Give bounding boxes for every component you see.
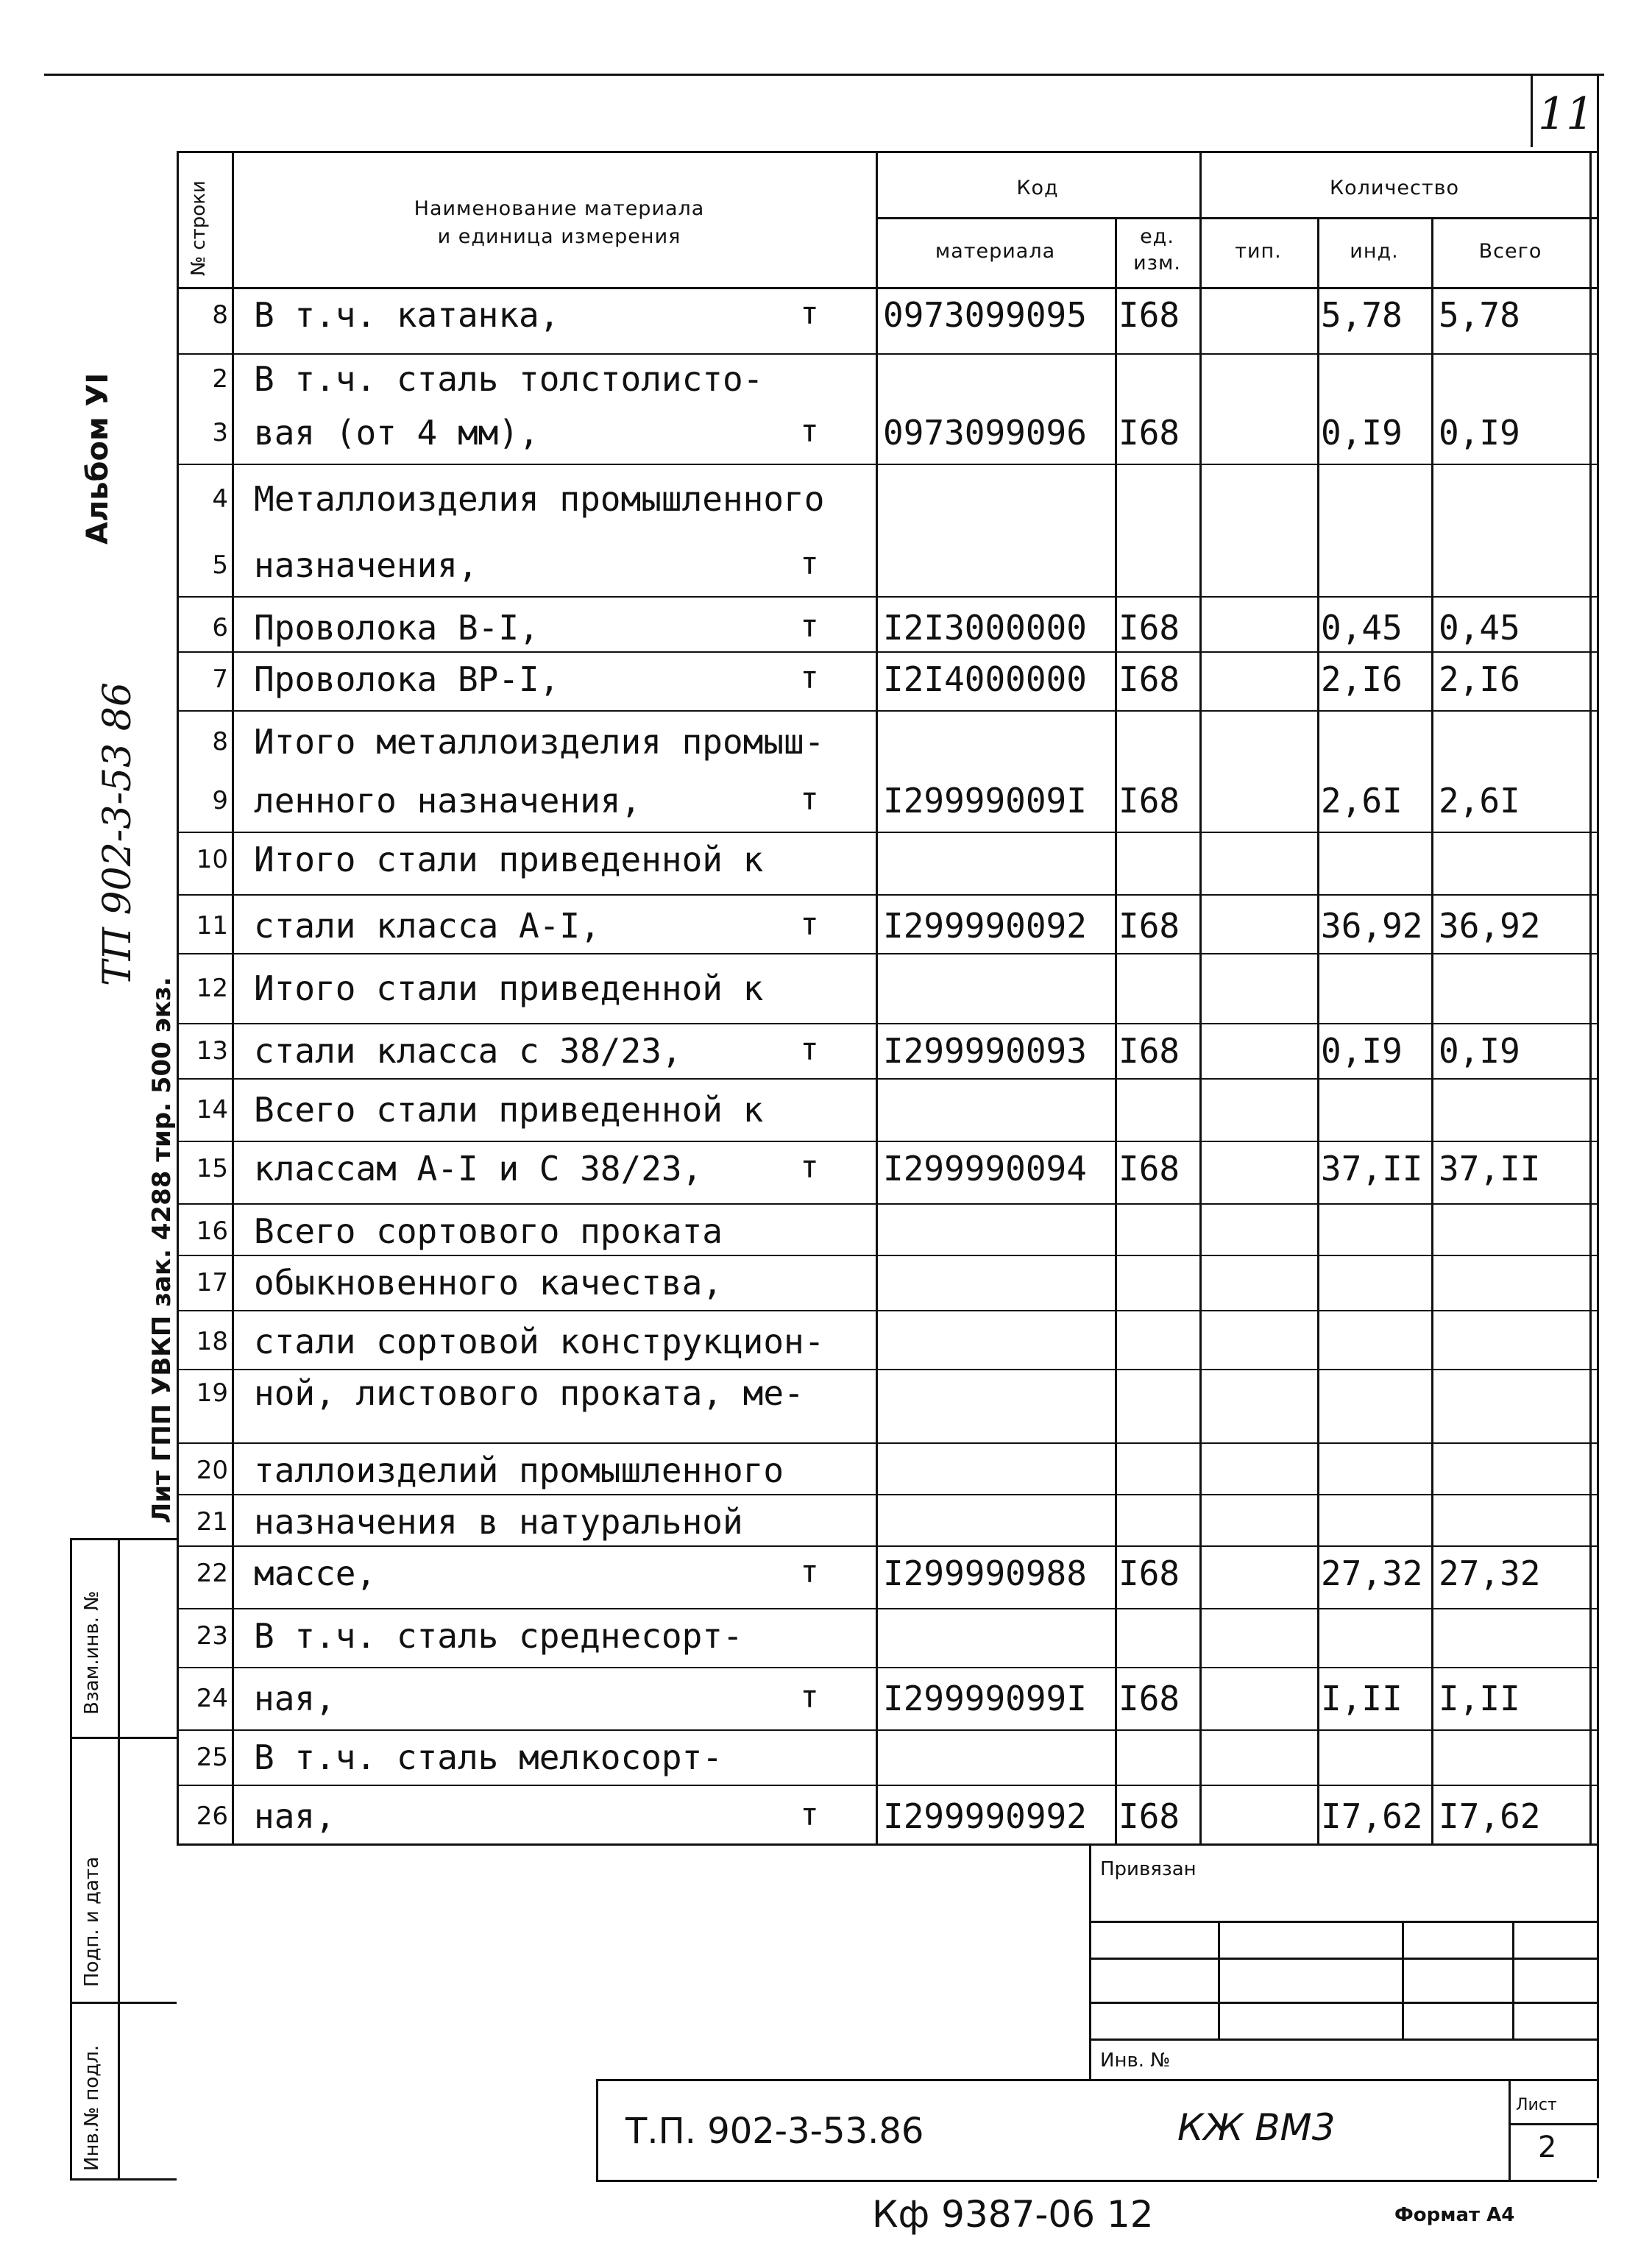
row-number: 15 [196,1154,228,1183]
row-number: 23 [196,1621,228,1651]
row-unit: т [800,295,819,331]
header-code-unit-2: изм. [1133,252,1181,274]
row-name: Итого стали приведенной к [254,968,764,1008]
row-name: назначения, [254,545,478,585]
podp-data-label: Подп. и дата [81,1856,103,1987]
page-number: 11 [1538,88,1595,140]
print-stamp: Лит ГПП УВКП зак. 4288 тир. 500 экз. [147,977,177,1523]
row-code-material: I299990093 [883,1031,1087,1071]
row-unit: т [800,413,819,449]
row-number: 19 [196,1378,228,1408]
row-code-unit: I68 [1119,1554,1180,1593]
row-code-unit: I68 [1119,1149,1180,1189]
row-code-unit: I68 [1119,1031,1180,1071]
order-number: Кф 9387-06 12 [872,2193,1154,2236]
row-code-unit: I68 [1119,906,1180,946]
row-name: назначения в натуральной [254,1502,743,1542]
row-number: 5 [212,550,228,580]
header-code-unit-1: ед. [1140,225,1174,248]
row-qty-ind: 27,32 [1321,1554,1423,1593]
row-code-material: 0973099095 [883,295,1087,335]
row-qty-ind: I7,62 [1321,1796,1423,1836]
row-number: 18 [196,1327,228,1356]
row-qty-ind: 0,45 [1321,608,1403,648]
row-number: 20 [196,1456,228,1485]
row-number: 25 [196,1743,228,1772]
row-qty-ind: 2,I6 [1321,659,1403,699]
row-qty-ind: 2,6I [1321,781,1403,821]
header-qty-ind: инд. [1350,240,1399,263]
header-qty-typ: тип. [1235,240,1282,263]
row-name: стали сортовой конструкцион- [254,1322,825,1361]
row-number: 10 [196,845,228,874]
row-number: 16 [196,1216,228,1246]
row-qty-total: 0,I9 [1439,1031,1520,1071]
row-code-material: I299990092 [883,906,1087,946]
row-number: 26 [196,1802,228,1831]
document-mark: КЖ ВМ3 [1177,2106,1336,2149]
header-quantity: Количество [1329,177,1460,199]
row-unit: т [800,781,819,817]
row-number: 9 [212,786,228,815]
row-qty-total: I,II [1439,1679,1520,1718]
row-unit: т [800,1554,819,1590]
row-name: В т.ч. сталь толстолисто- [254,359,764,399]
row-qty-total: 36,92 [1439,906,1541,946]
row-code-unit: I68 [1119,1796,1180,1836]
sheet-label: Лист [1516,2096,1557,2114]
row-name: массе, [254,1554,377,1593]
row-name: стали класса А-I, [254,906,600,946]
row-qty-total: I7,62 [1439,1796,1541,1836]
row-qty-ind: 36,92 [1321,906,1423,946]
row-unit: т [800,659,819,695]
row-name: Всего сортового проката [254,1211,723,1251]
row-name: Проволока ВР-I, [254,659,560,699]
row-qty-total: 5,78 [1439,295,1520,335]
row-qty-total: 37,II [1439,1149,1541,1189]
sheet-number: 2 [1538,2130,1557,2164]
row-code-unit: I68 [1119,1679,1180,1718]
row-name: классам А-I и С 38/23, [254,1149,703,1189]
inv-zam-label: Взам.инв. № [81,1590,103,1715]
header-name-line2: и единица измерения [437,225,681,248]
row-name: стали класса с 38/23, [254,1031,682,1071]
row-code-material: 0973099096 [883,413,1087,453]
row-code-unit: I68 [1119,608,1180,648]
row-qty-total: 27,32 [1439,1554,1541,1593]
document-code: Т.П. 902-3-53.86 [625,2111,924,2152]
row-number: 2 [212,364,228,394]
row-number: 22 [196,1559,228,1588]
row-number: 24 [196,1684,228,1713]
row-qty-total: 2,6I [1439,781,1520,821]
row-name: обыкновенного качества, [254,1263,723,1303]
row-name: ная, [254,1796,336,1836]
header-code-material: материала [935,240,1056,263]
inv-no-label: Инв. № [1100,2050,1171,2072]
inv-podl-label: Инв.№ подл. [81,2044,103,2171]
row-code-material: I2I4000000 [883,659,1087,699]
row-name: Итого стали приведенной к [254,840,764,879]
row-unit: т [800,1679,819,1715]
header-qty-total: Всего [1478,240,1542,263]
row-name: ная, [254,1679,336,1718]
row-code-material: I29999009I [883,781,1087,821]
row-name: В т.ч. сталь среднесорт- [254,1616,743,1656]
row-unit: т [800,1796,819,1832]
row-qty-total: 2,I6 [1439,659,1520,699]
row-qty-total: 0,I9 [1439,413,1520,453]
row-number: 21 [196,1507,228,1537]
row-qty-ind: 37,II [1321,1149,1423,1189]
row-number: 17 [196,1268,228,1297]
row-unit: т [800,906,819,942]
row-code-material: I299990988 [883,1554,1087,1593]
privyazan-label: Привязан [1100,1858,1197,1880]
row-unit: т [800,545,819,581]
row-number: 6 [212,613,228,642]
header-code: Код [1016,177,1059,199]
row-number: 13 [196,1036,228,1066]
row-unit: т [800,608,819,644]
row-number: 12 [196,974,228,1003]
row-name: вая (от 4 мм), [254,413,539,453]
row-code-unit: I68 [1119,413,1180,453]
row-number: 7 [212,665,228,694]
header-row-no: № строки [188,180,210,276]
row-qty-ind: I,II [1321,1679,1403,1718]
row-qty-total: 0,45 [1439,608,1520,648]
row-name: В т.ч. катанка, [254,295,560,335]
row-code-unit: I68 [1119,295,1180,335]
row-number: 11 [196,911,228,941]
row-unit: т [800,1031,819,1067]
row-qty-ind: 0,I9 [1321,1031,1403,1071]
row-number: 4 [212,484,228,514]
row-unit: т [800,1149,819,1185]
row-name: Итого металлоизделия промыш- [254,722,825,762]
row-code-unit: I68 [1119,781,1180,821]
project-label: ТП 902-3-53 86 [96,682,140,986]
row-name: таллоизделий промышленного [254,1450,784,1490]
row-code-material: I29999099I [883,1679,1087,1718]
row-code-unit: I68 [1119,659,1180,699]
row-number: 8 [212,727,228,757]
row-name: Всего стали приведенной к [254,1090,764,1130]
row-name: В т.ч. сталь мелкосорт- [254,1737,723,1777]
row-qty-ind: 5,78 [1321,295,1403,335]
row-qty-ind: 0,I9 [1321,413,1403,453]
row-name: Металлоизделия промышленного [254,479,825,519]
format-label: Формат А4 [1394,2204,1515,2226]
row-name: ленного назначения, [254,781,642,821]
row-code-material: I2I3000000 [883,608,1087,648]
row-code-material: I299990094 [883,1149,1087,1189]
row-name: Проволока В-I, [254,608,539,648]
header-name-line1: Наименование материала [414,197,705,220]
row-number: 14 [196,1095,228,1124]
album-label: Альбом УI [81,372,115,545]
row-number: 3 [212,418,228,447]
row-code-material: I299990992 [883,1796,1087,1836]
row-name: ной, листового проката, ме- [254,1373,804,1413]
row-number: 8 [212,300,228,330]
